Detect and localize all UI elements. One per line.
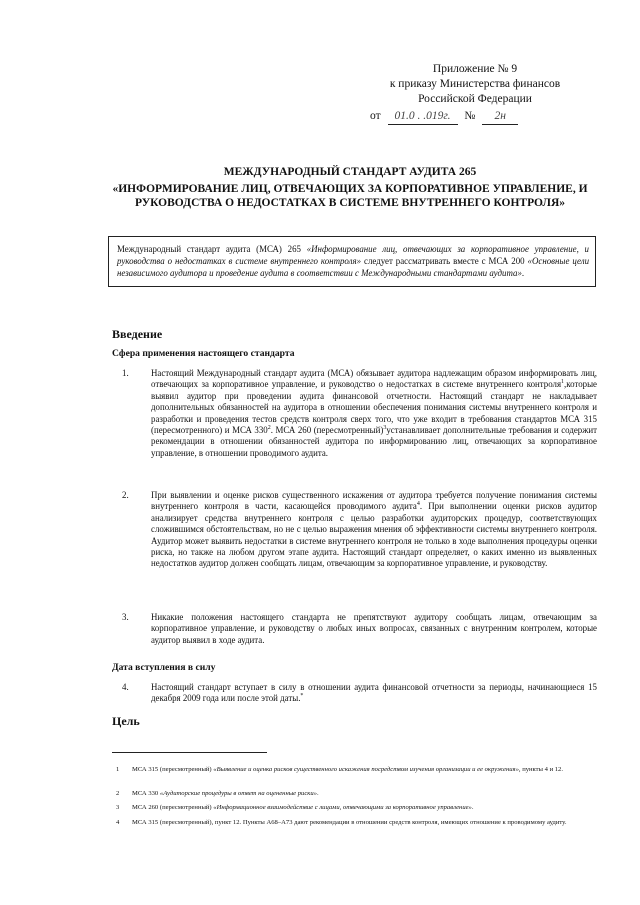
footnote-3: [112, 803, 597, 812]
title-subtitle: «ИНФОРМИРОВАНИЕ ЛИЦ, ОТВЕЧАЮЩИХ ЗА КОРПОРАТИВНОЕ УПРАВЛЕНИЕ, И РУКОВОДСТВА О НЕДОСТАТКАХ В СИСТЕМЕ ВНУТРЕННЕГО КОНТРОЛЯ»: [112, 183, 588, 209]
f3-part-a: МСА 260 (пересмотренный): [132, 804, 214, 811]
footnote-divider: [112, 752, 267, 753]
paragraph-text: [151, 682, 597, 705]
box-text-4: «Основные цели независимого аудитора и проведение аудита в соответствии с Международными стандартами аудита»: [117, 256, 590, 279]
footnote-text: [132, 765, 597, 774]
footnote-ref-star: *: [300, 693, 304, 700]
appendix-number: Приложение № 9: [432, 63, 518, 75]
footnote-number: 1: [116, 766, 120, 773]
appendix-header: [350, 62, 600, 125]
f3-part-c: .: [471, 804, 474, 811]
footnote-text: МСА 315 (пересмотренный), пункт 12. Пункты А68–А73 дают рекомендации в отношении средств контроля, имеющих отношение к проводимому аудиту.: [132, 819, 567, 826]
p2-part-a: При выявлении и оценке рисков существенного искажения от аудитора требуется получение понимания системы внутреннего контроля в части, касающейся проводимого аудита: [151, 490, 597, 512]
paragraph-number: 2.: [122, 490, 129, 500]
heading-scope: Сфера применения настоящего стандарта: [112, 348, 295, 359]
paragraph-4: [112, 682, 597, 705]
footnote-2: [112, 789, 597, 798]
paragraph-3: [112, 612, 597, 646]
p2-part-b: . При выполнении оценки рисков аудитор анализирует средства внутреннего контроля с целью разработки аудиторских процедур, соответствующих сложившимся обстоятельствам, но не с целью выражения мнения об эффективности системы внутреннего контроля. Аудитор может выявить недостатки в системе внутреннего контроля не только в ходе выполнения процедуры оценки риска, но также на любом другом этапе аудита. Настоящий стандарт определяет, о каких именно из выявленных недостатков аудитор должен сообщать лицам, отвечающим за корпоративное управление, и руководству.: [151, 501, 597, 569]
from-label: от: [370, 110, 381, 122]
heading-effective-date: Дата вступления в силу: [112, 662, 216, 673]
footnote-ref-3: 3: [383, 425, 387, 432]
footnote-ref-1: 1: [561, 379, 565, 386]
order-date: 01.0 . .019г.: [388, 109, 458, 125]
title-main: МЕЖДУНАРОДНЫЙ СТАНДАРТ АУДИТА 265: [223, 166, 477, 178]
heading-introduction: Введение: [112, 327, 163, 341]
f2-part-b: «Аудиторские процедуры в ответ на оцененные риски»: [159, 790, 317, 797]
footnote-number: 2: [116, 790, 120, 797]
footnote-ref-4: 4: [416, 501, 420, 508]
box-text-2: «Информирование лиц, отвечающих за корпоративное управление, и руководства о недостатках в системе внутреннего контроля»: [117, 244, 589, 267]
p1-part-b: ,которые выявил аудитор при проведении аудита финансовой отчетности. Настоящий стандарт не накладывает дополнительных обязанностей на аудитора в отношении обеспечения понимания системы внутреннего контроля и разработки и проведения тестов средств контроля сверх того, что уже входит в требования стандартов МСА 315 (пересмотренного) и МСА 330: [151, 379, 597, 436]
appendix-order: к приказу Министерства финансов: [389, 78, 561, 90]
paragraph-number: 4.: [122, 682, 129, 692]
paragraph-1: [112, 368, 597, 459]
paragraph-text: [151, 490, 597, 570]
f2-part-c: .: [316, 790, 319, 797]
order-number: 2н: [482, 109, 518, 125]
footnote-number: 3: [116, 804, 120, 811]
footnote-text: [132, 803, 597, 812]
footnote-4: [112, 818, 597, 827]
box-text-1: Международный стандарт аудита (МСА) 265: [117, 244, 307, 254]
document-title: [110, 165, 590, 210]
number-label: №: [464, 110, 476, 122]
p1-part-a: Настоящий Международный стандарт аудита (МСА) обязывает аудитора надлежащим образом информировать лиц, отвечающих за корпоративное управление, и руководство о недостатках в системе внутреннего контроля: [151, 368, 597, 390]
paragraph-number: 3.: [122, 612, 129, 622]
paragraph-text: Никакие положения настоящего стандарта не препятствуют аудитору сообщать лицам, отвечающим за корпоративное управление, и руководству о любых иных вопросах, связанных с внутренним контролем, которые аудитор выявил в ходе аудита.: [151, 612, 597, 645]
box-text-5: .: [521, 268, 525, 279]
order-reference: [350, 109, 600, 125]
f1-part-a: МСА 315 (пересмотренный): [132, 766, 214, 773]
appendix-country: Российской Федерации: [418, 93, 532, 105]
f1-part-b: «Выявление и оценка рисков существенного искажения посредством изучения организации и ее окружения»: [213, 766, 519, 773]
p1-part-d: устанавливает дополнительные требования и содержит рекомендации в отношении обязанностей аудитора по информированию лиц, отвечающих за корпоративное управление, в отношении проводимого аудита.: [151, 425, 597, 458]
paragraph-2: [112, 490, 597, 570]
box-text-3: следует рассматривать вместе с МСА 200: [361, 256, 528, 267]
p1-part-c: . МСА 260 (пересмотренный): [270, 425, 384, 436]
f2-part-a: МСА 330: [132, 790, 160, 797]
heading-objective: Цель: [112, 714, 140, 728]
standard-note-box: [108, 236, 596, 287]
paragraph-number: 1.: [122, 368, 129, 378]
footnote-number: 4: [116, 819, 120, 826]
paragraph-text: [151, 368, 597, 459]
f1-part-c: , пункты 4 и 12.: [518, 766, 563, 773]
footnote-text: [132, 789, 597, 798]
footnote-1: [112, 765, 597, 774]
footnote-ref-2: 2: [267, 425, 271, 432]
f3-part-b: «Информационное взаимодействие с лицами, отвечающими за корпоративное управление»: [213, 804, 472, 811]
p4-text: Настоящий стандарт вступает в силу в отношении аудита финансовой отчетности за периоды, начинающиеся 15 декабря 2009 года или после этой даты.: [151, 682, 597, 704]
